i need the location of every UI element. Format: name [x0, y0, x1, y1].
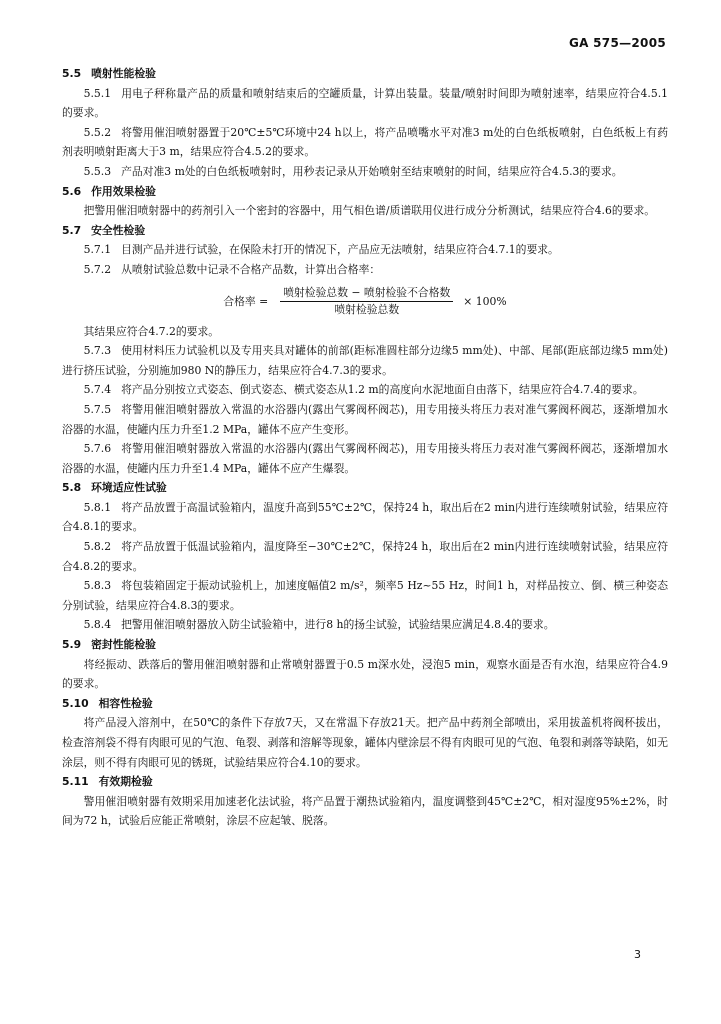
clause-5-7-5: 5.7.5 将警用催泪喷射器放入常温的水浴器内(露出气雾阀杯阀芯)，用专用接头将压力表对准气雾阀杯阀芯，逐渐增加水浴器的水温，使罐内压力升至1.2 MPa，罐体不应产生变形。 [62, 402, 668, 436]
document-body [62, 64, 668, 831]
clause-5-7-6: 5.7.6 将警用催泪喷射器放入常温的水浴器内(露出气雾阀杯阀芯)，用专用接头将压力表对准气雾阀杯阀芯，逐渐增加水浴器的水温，使罐内压力升至1.4 MPa，罐体不应产生爆裂。 [62, 442, 668, 475]
standard-number: GA 575—2005 [568, 36, 666, 50]
formula-fraction [280, 285, 453, 318]
section-heading-5-9: 5.9 密封性能检验 [62, 638, 156, 652]
pass-rate-formula [62, 282, 668, 322]
clause-5-7-3: 5.7.3 使用材料压力试验机以及专用夹具对罐体的前部(距标准圆柱部分边缘5 mm处)、中部、尾部(距底部边缘5 mm处)进行挤压试验，分别施加980 N的静压力，结果应符合4.7.3的要求。 [62, 344, 668, 377]
section-heading-5-5: 5.5 喷射性能检验 [62, 67, 156, 80]
formula-denominator: 喷射检验总数 [334, 303, 400, 317]
page-number: 3 [634, 948, 641, 961]
clause-5-5-1: 5.5.1 用电子秤称量产品的质量和喷射结束后的空罐质量，计算出装量。装量/喷射时间即为喷射速率，结果应符合4.5.1的要求。 [62, 86, 668, 120]
clause-5-5-2: 5.5.2 将警用催泪喷射器置于20℃±5℃环境中24 h以上，将产品喷嘴水平对准3 m处的白色纸板喷射，白色纸板上有药剂表明喷射距离大于3 m，结果应符合4.5.2的要求。 [62, 125, 668, 159]
clause-5-9-text: 将经振动、跌落后的警用催泪喷射器和止常喷射器置于0.5 m深水处，浸泡5 min，观察水面是否有水泡，结果应符合4.9的要求。 [62, 657, 668, 691]
section-heading-5-6: 5.6 作用效果检验 [62, 184, 156, 198]
formula-lhs: 合格率 = [223, 294, 269, 308]
clause-5-7-4: 5.7.4 将产品分别按立式姿态、倒式姿态、横式姿态从1.2 m的高度向水泥地面自由落下，结果应符合4.7.4的要求。 [83, 383, 644, 397]
section-heading-5-11: 5.11 有效期检验 [62, 775, 153, 789]
clause-5-8-4: 5.8.4 把警用催泪喷射器放入防尘试验箱中，进行8 h的扬尘试验，试验结果应满足4.8.4的要求。 [83, 618, 555, 632]
section-heading-5-10: 5.10 相容性检验 [62, 696, 153, 710]
clause-5-10-text: 将产品浸入溶剂中，在50℃的条件下存放7天，又在常温下存放21天。把产品中药剂全部喷出，采用拔盖机将阀杯拔出，检查溶剂袋不得有肉眼可见的气泡、龟裂、剥落和溶解等现象，罐体内壁涂层不得有肉眼可见的气泡、龟裂和剥落等缺陷，如无涂层，则不得有肉眼可见的锈斑，试验结果应符合4.10的要求。 [62, 716, 668, 769]
clause-5-6-text: 把警用催泪喷射器中的药剂引入一个密封的容器中，用气相色谱/质谱联用仪进行成分分析测试，结果应符合4.6的要求。 [83, 204, 656, 218]
clause-5-8-2: 5.8.2 将产品放置于低温试验箱内，温度降至−30℃±2℃，保持24 h，取出后在2 min内进行连续喷射试验，结果应符合4.8.2的要求。 [62, 540, 668, 573]
formula-rhs: × 100% [463, 294, 507, 308]
clause-5-8-3: 5.8.3 将包装箱固定于振动试验机上，加速度幅值2 m/s²，频率5 Hz~55 Hz，时间1 h，对样品按立、倒、横三种姿态分别试验，结果应符合4.8.3的要求。 [62, 579, 668, 612]
clause-5-7-2-result: 其结果应符合4.7.2的要求。 [83, 324, 220, 338]
formula-numerator: 喷射检验总数 − 喷射检验不合格数 [280, 285, 453, 302]
clause-5-8-1: 5.8.1 将产品放置于高温试验箱内，温度升高到55℃±2℃，保持24 h，取出后在2 min内进行连续喷射试验，结果应符合4.8.1的要求。 [62, 500, 668, 534]
clause-5-7-1: 5.7.1 目测产品并进行试验，在保险未打开的情况下，产品应无法喷射，结果应符合4.7.1的要求。 [83, 243, 559, 257]
clause-5-7-2: 5.7.2 从喷射试验总数中记录不合格产品数，计算出合格率： [83, 262, 381, 276]
section-heading-5-7: 5.7 安全性检验 [62, 223, 146, 237]
clause-5-5-3: 5.5.3 产品对准3 m处的白色纸板喷射时，用秒表记录从开始喷射至结束喷射的时间，结果应符合4.5.3的要求。 [83, 164, 623, 178]
section-heading-5-8: 5.8 环境适应性试验 [62, 481, 167, 495]
clause-5-11-text: 警用催泪喷射器有效期采用加速老化法试验，将产品置于潮热试验箱内，温度调整到45℃±2℃，相对湿度95%±2%，时间为72 h，试验后应能正常喷射，涂层不应起皱、脱落。 [62, 794, 668, 828]
